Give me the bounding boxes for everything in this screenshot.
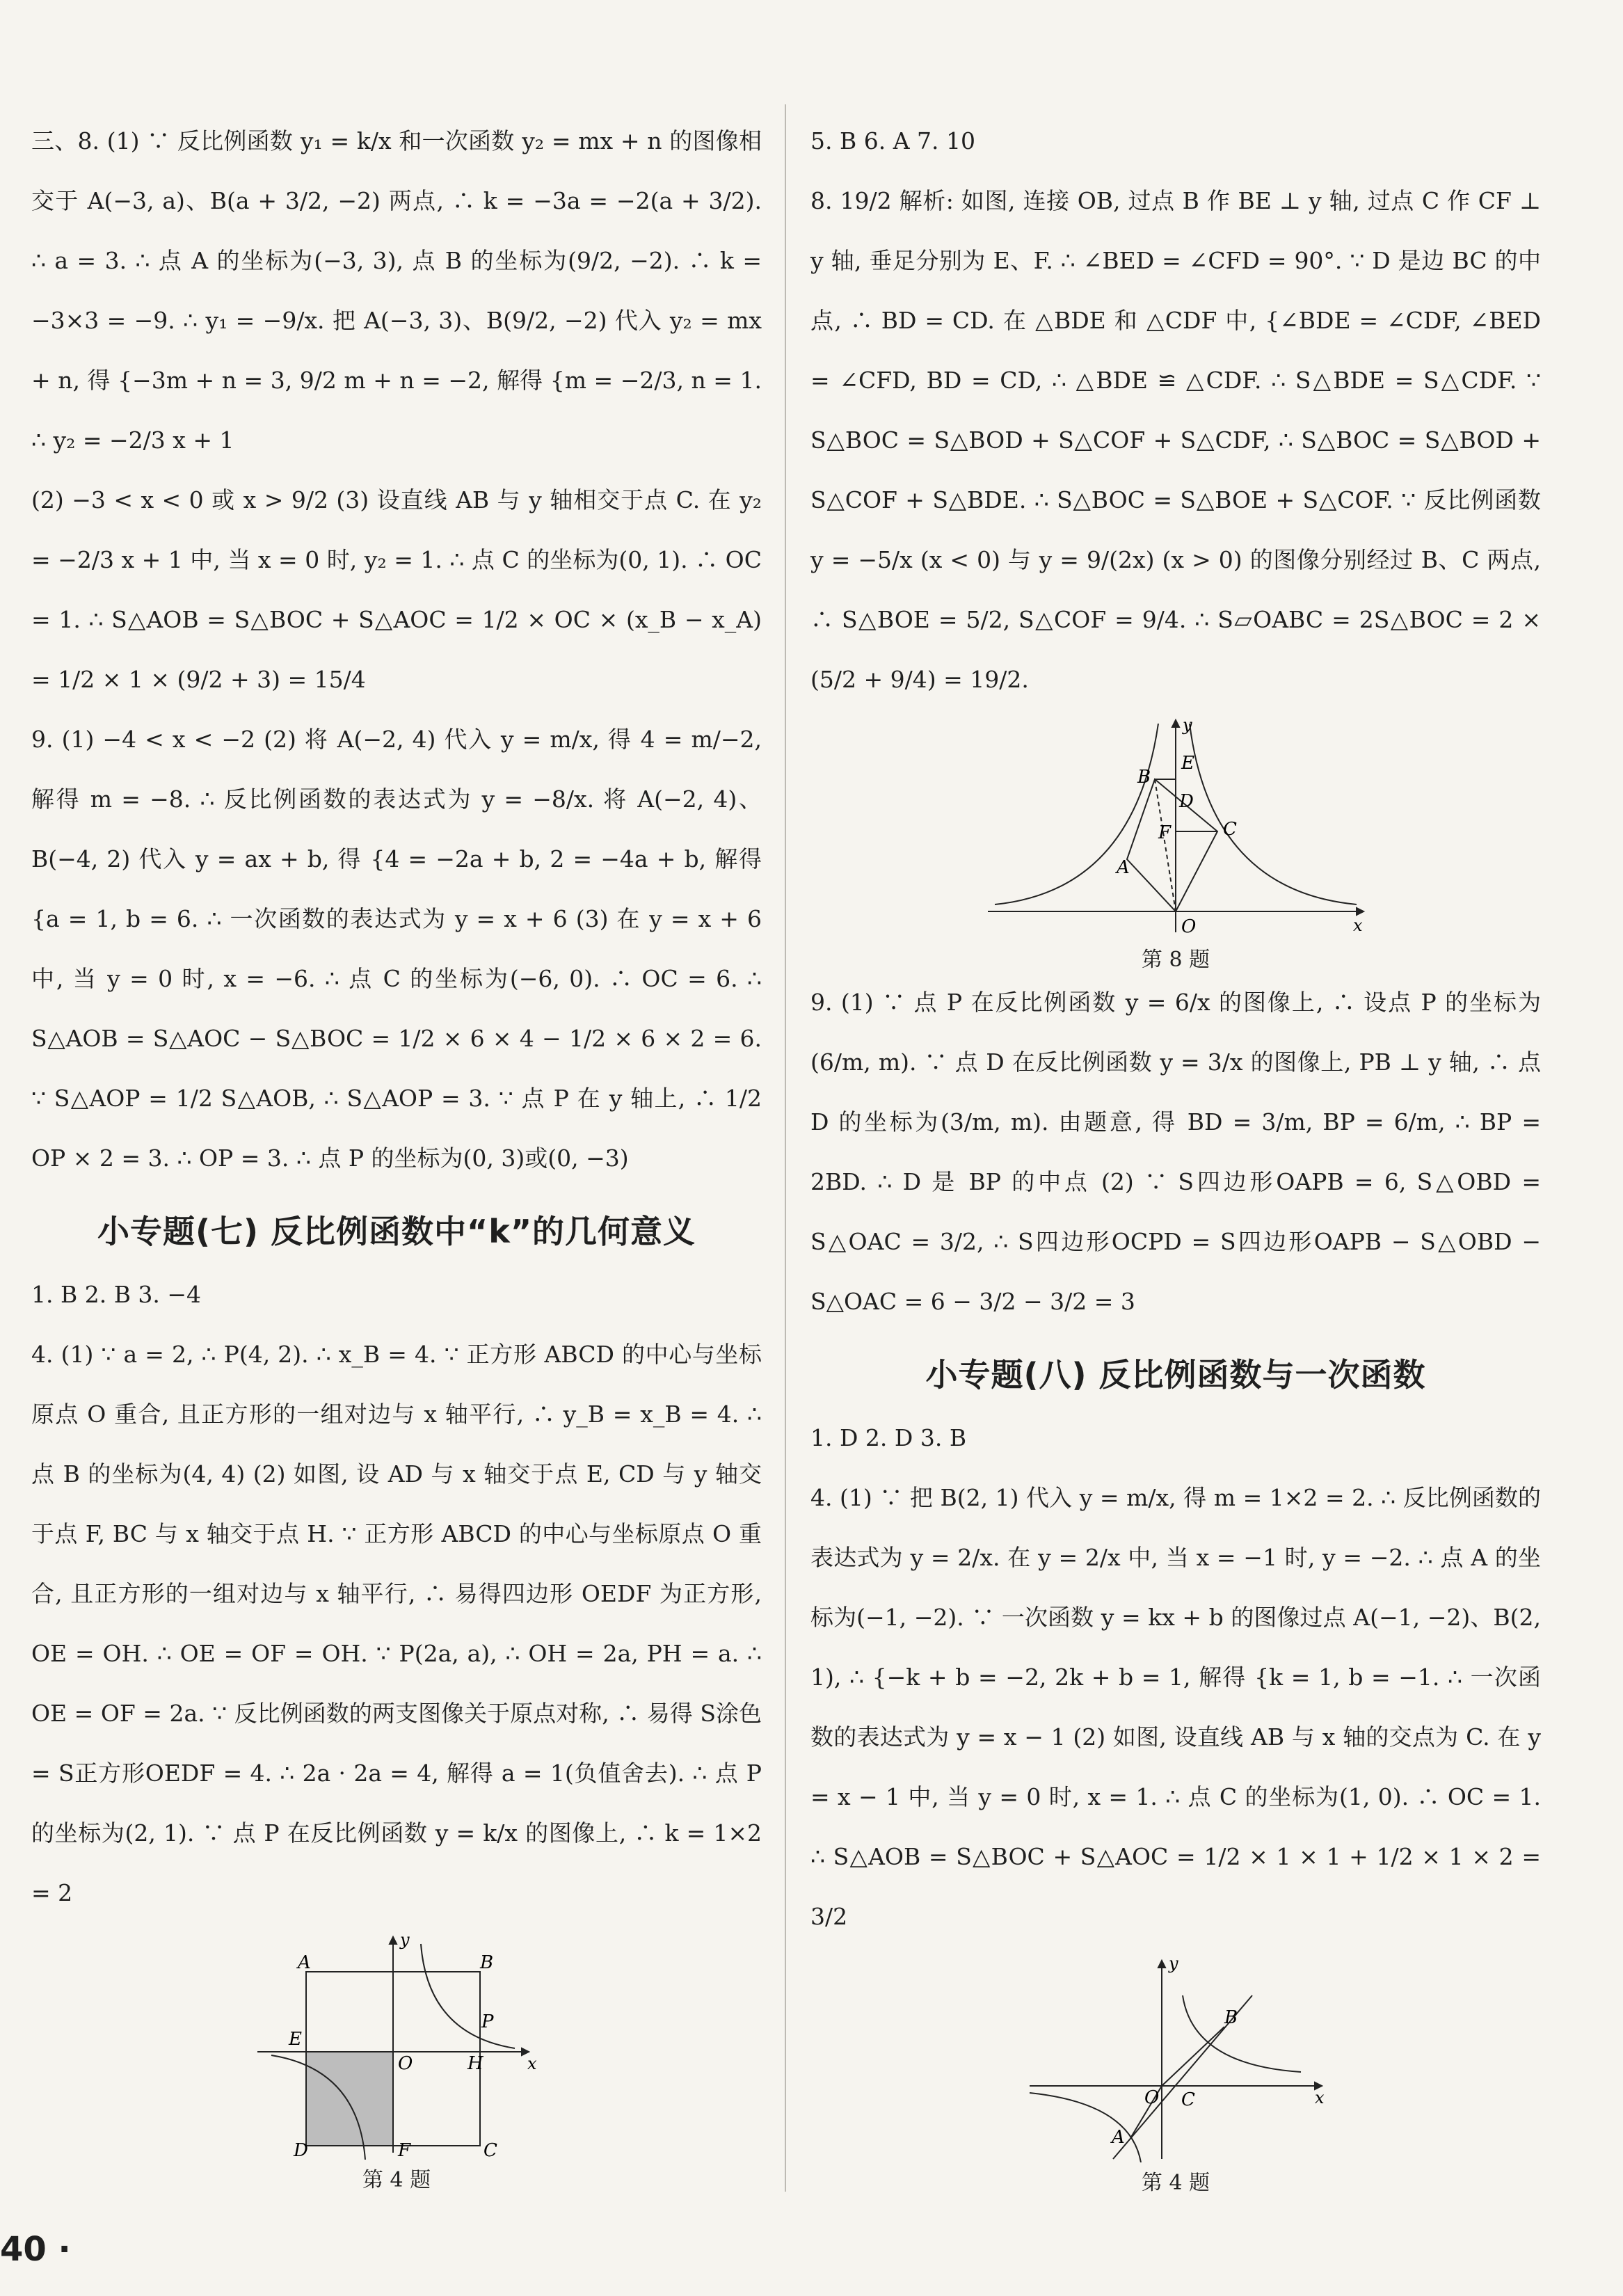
answer-paragraph: 9. (1) ∵ 点 P 在反比例函数 y = 6/x 的图像上, ∴ 设点 P 的坐标为(6/m, m). ∵ 点 D 在反比例函数 y = 3/x 的图像上, PB ⊥ y 轴, ∴ 点 D 的坐标为(3/m, m). 由题意, 得 BD = 3/m, BP = 6/m, ∴ BP = 2BD. ∴ D 是 BP 的中点 (2) ∵ S四边形OAPB = 6, S△OBD = S△OAC = 3/2, ∴ S四边形OCPD = S四边形OAPB − S△OBD − S△OAC = 6 − 3/2 − 3/2 = 3	[810, 989, 1541, 1315]
hyperbola-right	[1190, 724, 1357, 904]
hyperbola-branch-1	[421, 1944, 515, 2048]
fig-label: F	[1158, 822, 1172, 843]
section-title: 小专题(七) 反比例函数中“k”的几何意义	[97, 1213, 696, 1250]
segment-ob	[1162, 2027, 1224, 2086]
fig-label: A	[1117, 857, 1130, 878]
fig-label: A	[298, 1952, 311, 1973]
figure-8	[981, 717, 1370, 939]
answer-paragraph: 5. B 6. A 7. 10	[810, 127, 975, 154]
fig-label: y	[1169, 1954, 1178, 1973]
answer-paragraph: 4. (1) ∵ 把 B(2, 1) 代入 y = m/x, 得 m = 1×2 = 2. ∴ 反比例函数的表达式为 y = 2/x. 在 y = 2/x 中, 当 x = −1 时, y = −2. ∴ 点 A 的坐标为(−1, −2). ∵ 一次函数 y = kx + b 的图像过点 A(−1, −2)、B(2, 1), ∴ {−k + b = −2, 2k + b = 1, 解得 {k = 1, b = −1. ∴ 一次函数的表达式为 y = x − 1 (2) 如图, 设直线 AB 与 x 轴的交点为 C. 在 y = x − 1 中, 当 y = 0 时, x = 1. ∴ 点 C 的坐标为(1, 0). ∴ OC = 1. ∴ S△AOB = S△BOC + S△AOC = 1/2 × 1 × 1 + 1/2 × 1 × 2 = 3/2	[810, 1484, 1541, 1930]
fig-label: D	[1179, 791, 1194, 812]
answer-paragraph: (2) −3 < x < 0 或 x > 9/2 (3) 设直线 AB 与 y 轴相交于点 C. 在 y₂ = −2/3 x + 1 中, 当 x = 0 时, y₂ = 1. ∴ 点 C 的坐标为(0, 1). ∴ OC = 1. ∴ S△AOB = S△BOC + S△AOC = 1/2 × OC × (x_B − x_A) = 1/2 × 1 × (9/2 + 3) = 15/4	[31, 486, 762, 693]
fig-label: y	[400, 1930, 410, 1950]
answer-paragraph: 1. B 2. B 3. −4	[31, 1281, 202, 1308]
answer-paragraph: 9. (1) −4 < x < −2 (2) 将 A(−2, 4) 代入 y = m/x, 得 4 = m/−2, 解得 m = −8. ∴ 反比例函数的表达式为 y = −8/x. 将 A(−2, 4)、B(−4, 2) 代入 y = ax + b, 得 {4 = −2a + b, 2 = −4a + b, 解得 {a = 1, b = 6. ∴ 一次函数的表达式为 y = x + 6 (3) 在 y = x + 6 中, 当 y = 0 时, x = −6. ∴ 点 C 的坐标为(−6, 0). ∴ OC = 6. ∴ S△AOB = S△AOC − S△BOC = 1/2 × 6 × 4 − 1/2 × 6 × 2 = 6. ∵ S△AOP = 1/2 S△AOB, ∴ S△AOP = 3. ∵ 点 P 在 y 轴上, ∴ 1/2 OP × 2 = 3. ∴ OP = 3. ∴ 点 P 的坐标为(0, 3)或(0, −3)	[31, 726, 762, 1172]
fig-label: E	[1181, 753, 1194, 774]
right-column	[810, 111, 1541, 2196]
fig-label: C	[483, 2140, 497, 2160]
fig-label: B	[1137, 767, 1151, 788]
fig-label: B	[1224, 2007, 1238, 2028]
shaded-region	[306, 2052, 393, 2146]
figure-square-hyperbola	[250, 1930, 543, 2160]
fig-label: D	[294, 2140, 308, 2160]
parallelogram-oabc	[1127, 779, 1217, 911]
fig-label: x	[1353, 916, 1363, 935]
y-axis-arrow	[390, 1937, 397, 1944]
answer-paragraph: 1. D 2. D 3. B	[810, 1424, 967, 1451]
fig-label: H	[467, 2053, 483, 2074]
fig-label: O	[1181, 916, 1197, 937]
answer-paragraph: 8. 19/2 解析: 如图, 连接 OB, 过点 B 作 BE ⊥ y 轴, 过点 C 作 CF ⊥ y 轴, 垂足分别为 E、F. ∴ ∠BED = ∠CFD = 90°. ∵ D 是边 BC 的中点, ∴ BD = CD. 在 △BDE 和 △CDF 中, {∠BDE = ∠CDF, ∠BED = ∠CFD, BD = CD, ∴ △BDE ≌ △CDF. ∴ S△BDE = S△CDF. ∵ S△BOC = S△BOD + S△COF + S△CDF, ∴ S△BOC = S△BOD + S△COF + S△BDE. ∴ S△BOC = S△BOE + S△COF. ∵ 反比例函数 y = −5/x (x < 0) 与 y = 9/(2x) (x > 0) 的图像分别经过 B、C 两点, ∴ S△BOE = 5/2, S△COF = 9/4. ∴ S▱OABC = 2S△BOC = 2 × (5/2 + 9/4) = 19/2.	[810, 187, 1541, 693]
fig-label: C	[1223, 819, 1237, 840]
fig-label: B	[480, 1952, 494, 1973]
section-title: 小专题(八) 反比例函数与一次函数	[925, 1356, 1426, 1394]
fig-label: A	[1112, 2127, 1125, 2148]
figure-caption: 第 8 题	[1141, 948, 1210, 972]
fig-label: O	[398, 2053, 413, 2074]
answer-paragraph: 三、8. (1) ∵ 反比例函数 y₁ = k/x 和一次函数 y₂ = mx + n 的图像相交于 A(−3, a)、B(a + 3/2, −2) 两点, ∴ k = −3a = −2(a + 3/2). ∴ a = 3. ∴ 点 A 的坐标为(−3, 3), 点 B 的坐标为(9/2, −2). ∴ k = −3×3 = −9. ∴ y₁ = −9/x. 把 A(−3, 3)、B(9/2, −2) 代入 y₂ = mx + n, 得 {−3m + n = 3, 9/2 m + n = −2, 解得 {m = −2/3, n = 1. ∴ y₂ = −2/3 x + 1	[31, 127, 762, 454]
hyperbola-left	[995, 724, 1158, 904]
fig-label: y	[1183, 717, 1192, 735]
figure-caption: 第 4 题	[1141, 2171, 1210, 2195]
fig-label: x	[1315, 2088, 1325, 2107]
fig-label: O	[1144, 2087, 1160, 2108]
fig-label: E	[289, 2029, 302, 2050]
fig-label: P	[481, 2011, 494, 2032]
fig-label: x	[527, 2054, 537, 2073]
fig-label: F	[398, 2140, 411, 2160]
figure-caption: 第 4 题	[362, 2168, 431, 2192]
page-number: 40 ·	[0, 2230, 71, 2269]
column-divider	[785, 104, 786, 2192]
fig-label: C	[1181, 2089, 1195, 2110]
left-column	[31, 111, 762, 2193]
answer-paragraph: 4. (1) ∵ a = 2, ∴ P(4, 2). ∴ x_B = 4. ∵ 正方形 ABCD 的中心与坐标原点 O 重合, 且正方形的一组对边与 x 轴平行, ∴ y_B = x_B = 4. ∴ 点 B 的坐标为(4, 4) (2) 如图, 设 AD 与 x 轴交于点 E, CD 与 y 轴交于点 F, BC 与 x 轴交于点 H. ∵ 正方形 ABCD 的中心与坐标原点 O 重合, 且正方形的一组对边与 x 轴平行, ∴ 易得四边形 OEDF 为正方形, OE = OH. ∴ OE = OF = OH. ∵ P(2a, a), ∴ OH = 2a, PH = a. ∴ OE = OF = 2a. ∵ 反比例函数的两支图像关于原点对称, ∴ 易得 S涂色 = S正方形OEDF = 4. ∴ 2a · 2a = 4, 解得 a = 1(负值舍去). ∴ 点 P 的坐标为(2, 1). ∵ 点 P 在反比例函数 y = k/x 的图像上, ∴ k = 1×2 = 2	[31, 1341, 762, 1906]
figure-line-hyperbola	[1023, 1954, 1329, 2162]
